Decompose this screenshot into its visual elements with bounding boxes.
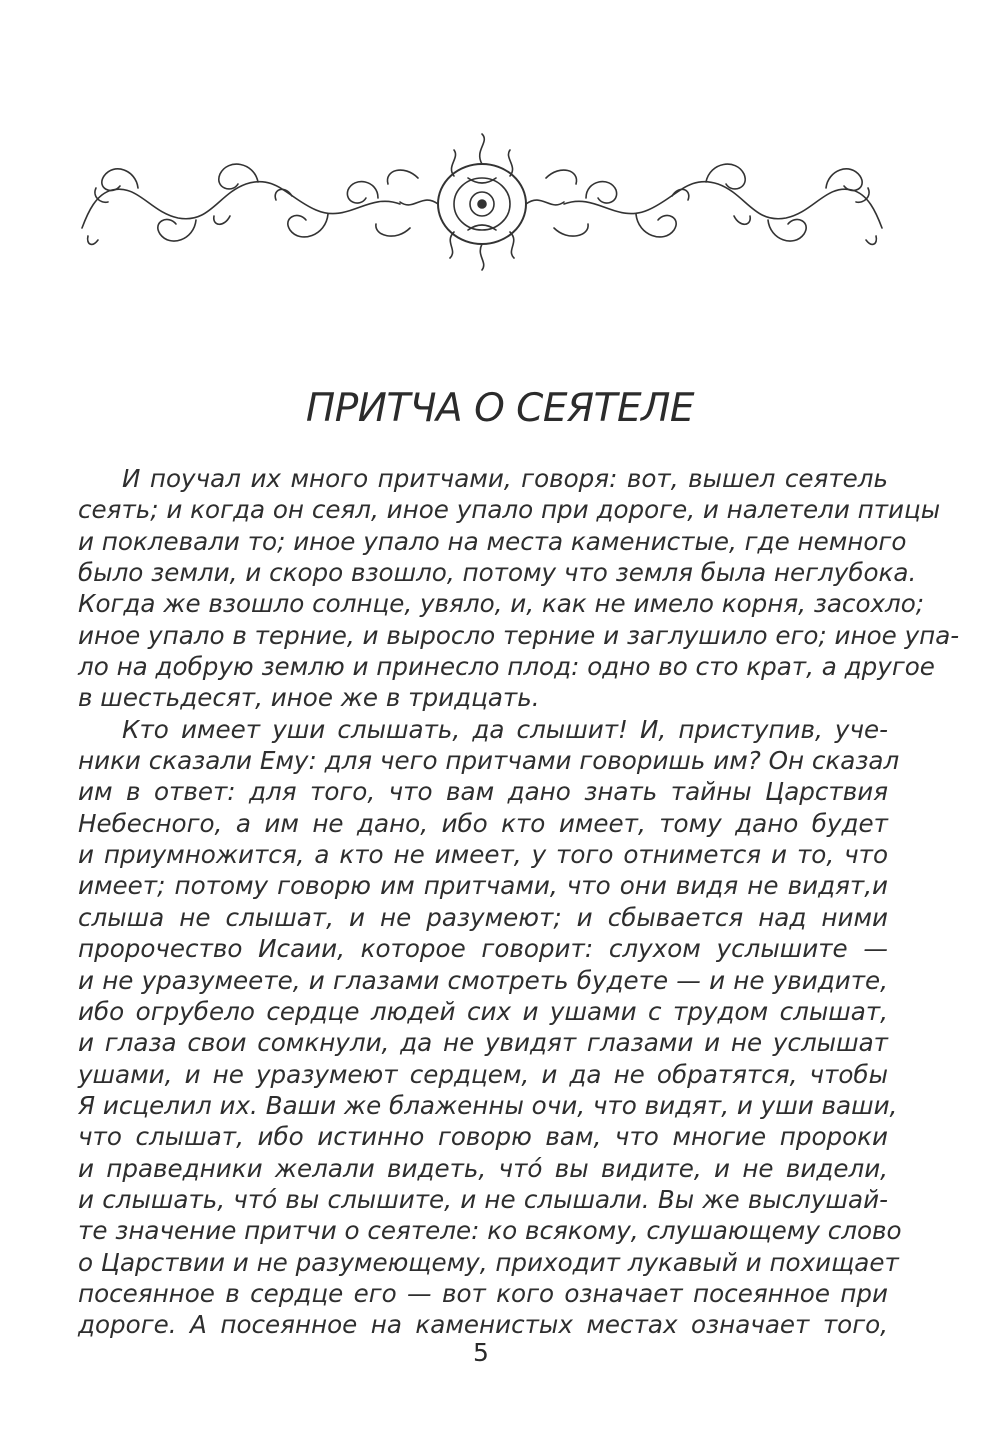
text-line: и приумножится, а кто не имеет, у того отнимется и то, что [78,840,888,870]
text-line: те значение притчи о сеятеле: ко всякому, слушающему слово [78,1216,902,1246]
text-line: им в ответ: для того, что вам дано знать тайны Царствия [78,777,888,807]
text-line: было земли, и скоро взошло, потому что земля была неглубока. [78,558,917,588]
page-title: ПРИТЧА О СЕЯТЕЛЕ [305,386,695,431]
text-line: И поучал их много притчами, говоря: вот, вышел сеятель [122,464,888,493]
text-line: имеет; потому говорю им притчами, что они видя не видят,и [78,871,888,901]
text-line: ибо огрубело сердце людей сих и ушами с трудом слышат, [78,996,888,1026]
text-line: иное упало в терние, и выросло терние и заглушило его; иное упа- [78,620,960,650]
text-line: ники сказали Ему: для чего притчами говоришь им? Он сказал [78,746,900,776]
text-line: слыша не слышат, и не разумеют; и сбывается над ними [78,902,888,932]
floral-ornament-headpiece [78,132,886,272]
text-line: пророчество Исаии, которое говорит: слухом услышите — [78,934,888,964]
text-line: в шестьдесят, иное же в тридцать. [78,683,540,713]
text-line: и поклевали то; иное упало на места каменистые, где немного [78,526,907,556]
text-line: посеянное в сердце его — вот кого означает посеянное при [78,1278,888,1308]
text-line: и не уразумеете, и глазами смотреть будете — и не увидите, [78,965,888,995]
parable-text [78,463,960,1341]
page-number: 5 [473,1338,489,1367]
text-line: и праведники желали видеть, что́ вы видите, и не видели, [78,1153,888,1183]
text-line: и глаза свои сомкнули, да не увидят глазами и не услышат [78,1028,888,1058]
text-line: ло на добрую землю и принесло плод: одно во сто крат, а другое [78,652,935,682]
text-line: Когда же взошло солнце, увяло, и, как не имело корня, засохло; [78,589,925,619]
text-line: о Царствии и не разумеющему, приходит лукавый и похищает [78,1247,899,1277]
text-line: что слышат, ибо истинно говорю вам, что многие пророки [78,1122,888,1152]
text-line: Кто имеет уши слышать, да слышит! И, приступив, уче- [122,714,888,744]
text-line: Небесного, а им не дано, ибо кто имеет, тому дано будет [78,808,888,838]
rosette-icon [400,134,564,270]
text-line: ушами, и не уразумеют сердцем, и да не обратятся, чтобы [78,1059,888,1089]
right-scroll-icon [546,164,882,244]
text-line: дороге. А посеянное на каменистых местах означает того, [78,1310,888,1340]
text-line: и слышать, что́ вы слышите, и не слышали. Вы же выслушай- [78,1184,888,1214]
left-scroll-icon [82,164,418,244]
text-line: Я исцелил их. Ваши же блаженны очи, что видят, и уши ваши, [78,1090,898,1120]
text-line: сеять; и когда он сеял, иное упало при дороге, и налетели птицы [78,495,941,525]
